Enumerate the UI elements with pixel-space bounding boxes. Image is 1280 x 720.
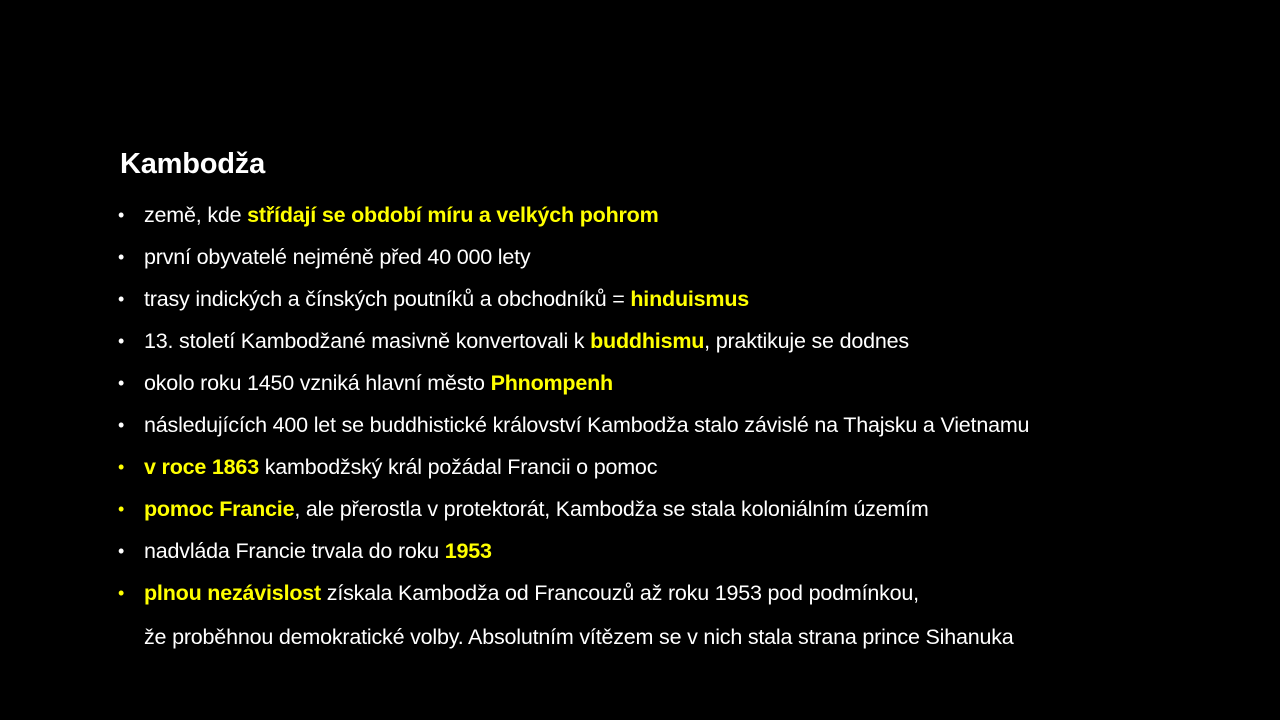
list-item [118,240,1029,282]
bullet-icon: • [118,457,125,477]
list-item [118,576,1029,618]
bullet-icon: • [118,331,125,351]
item-text: následujících 400 let se buddhistické království Kambodža stalo závislé na Thajsku a Vietnamu [144,413,1030,437]
item-text: trasy indických a čínských poutníků a obchodníků = [144,287,631,311]
bullet-list [118,198,1029,660]
bullet-icon: • [118,499,125,519]
item-highlight: střídají se období míru a velkých pohrom [247,203,659,227]
item-highlight: Phnompenh [490,371,613,395]
bullet-icon: • [118,289,125,309]
item-text: první obyvatelé nejméně před 40 000 lety [144,245,531,269]
item-text: , ale přerostla v protektorát, Kambodža se stala koloniálním územím [294,497,929,521]
item-highlight: pomoc Francie [144,497,295,521]
item-text: získala Kambodža od Francouzů až roku 1953 pod podmínkou, [321,581,919,605]
item-highlight: hinduismus [630,287,750,311]
bullet-icon: • [118,415,125,435]
list-item [118,408,1029,450]
item-text: okolo roku 1450 vzniká hlavní město [144,371,491,395]
item-highlight: buddhismu [590,329,705,353]
list-item [118,534,1029,576]
slide-title: Kambodža [120,148,266,180]
bullet-icon: • [118,583,125,603]
list-item [118,198,1029,240]
list-item [118,450,1029,492]
list-item-continuation: že proběhnou demokratické volby. Absolutním vítězem se v nich stala strana prince Sihanuka [144,625,1014,649]
bullet-icon: • [118,373,125,393]
item-text: země, kde [144,203,248,227]
list-item [118,366,1029,408]
item-text: kambodžský král požádal Francii o pomoc [258,455,658,479]
list-item [118,324,1029,366]
bullet-icon: • [118,247,125,267]
item-text: 13. století Kambodžané masivně konvertovali k [144,329,591,353]
bullet-icon: • [118,541,125,561]
list-item [118,282,1029,324]
bullet-icon: • [118,205,125,225]
list-item [118,492,1029,534]
item-highlight: plnou nezávislost [144,581,321,605]
item-text: nadvláda Francie trvala do roku [144,539,445,563]
item-text-tail: , praktikuje se dodnes [704,329,909,353]
item-highlight: v roce 1863 [144,455,259,479]
item-highlight: 1953 [444,539,492,563]
